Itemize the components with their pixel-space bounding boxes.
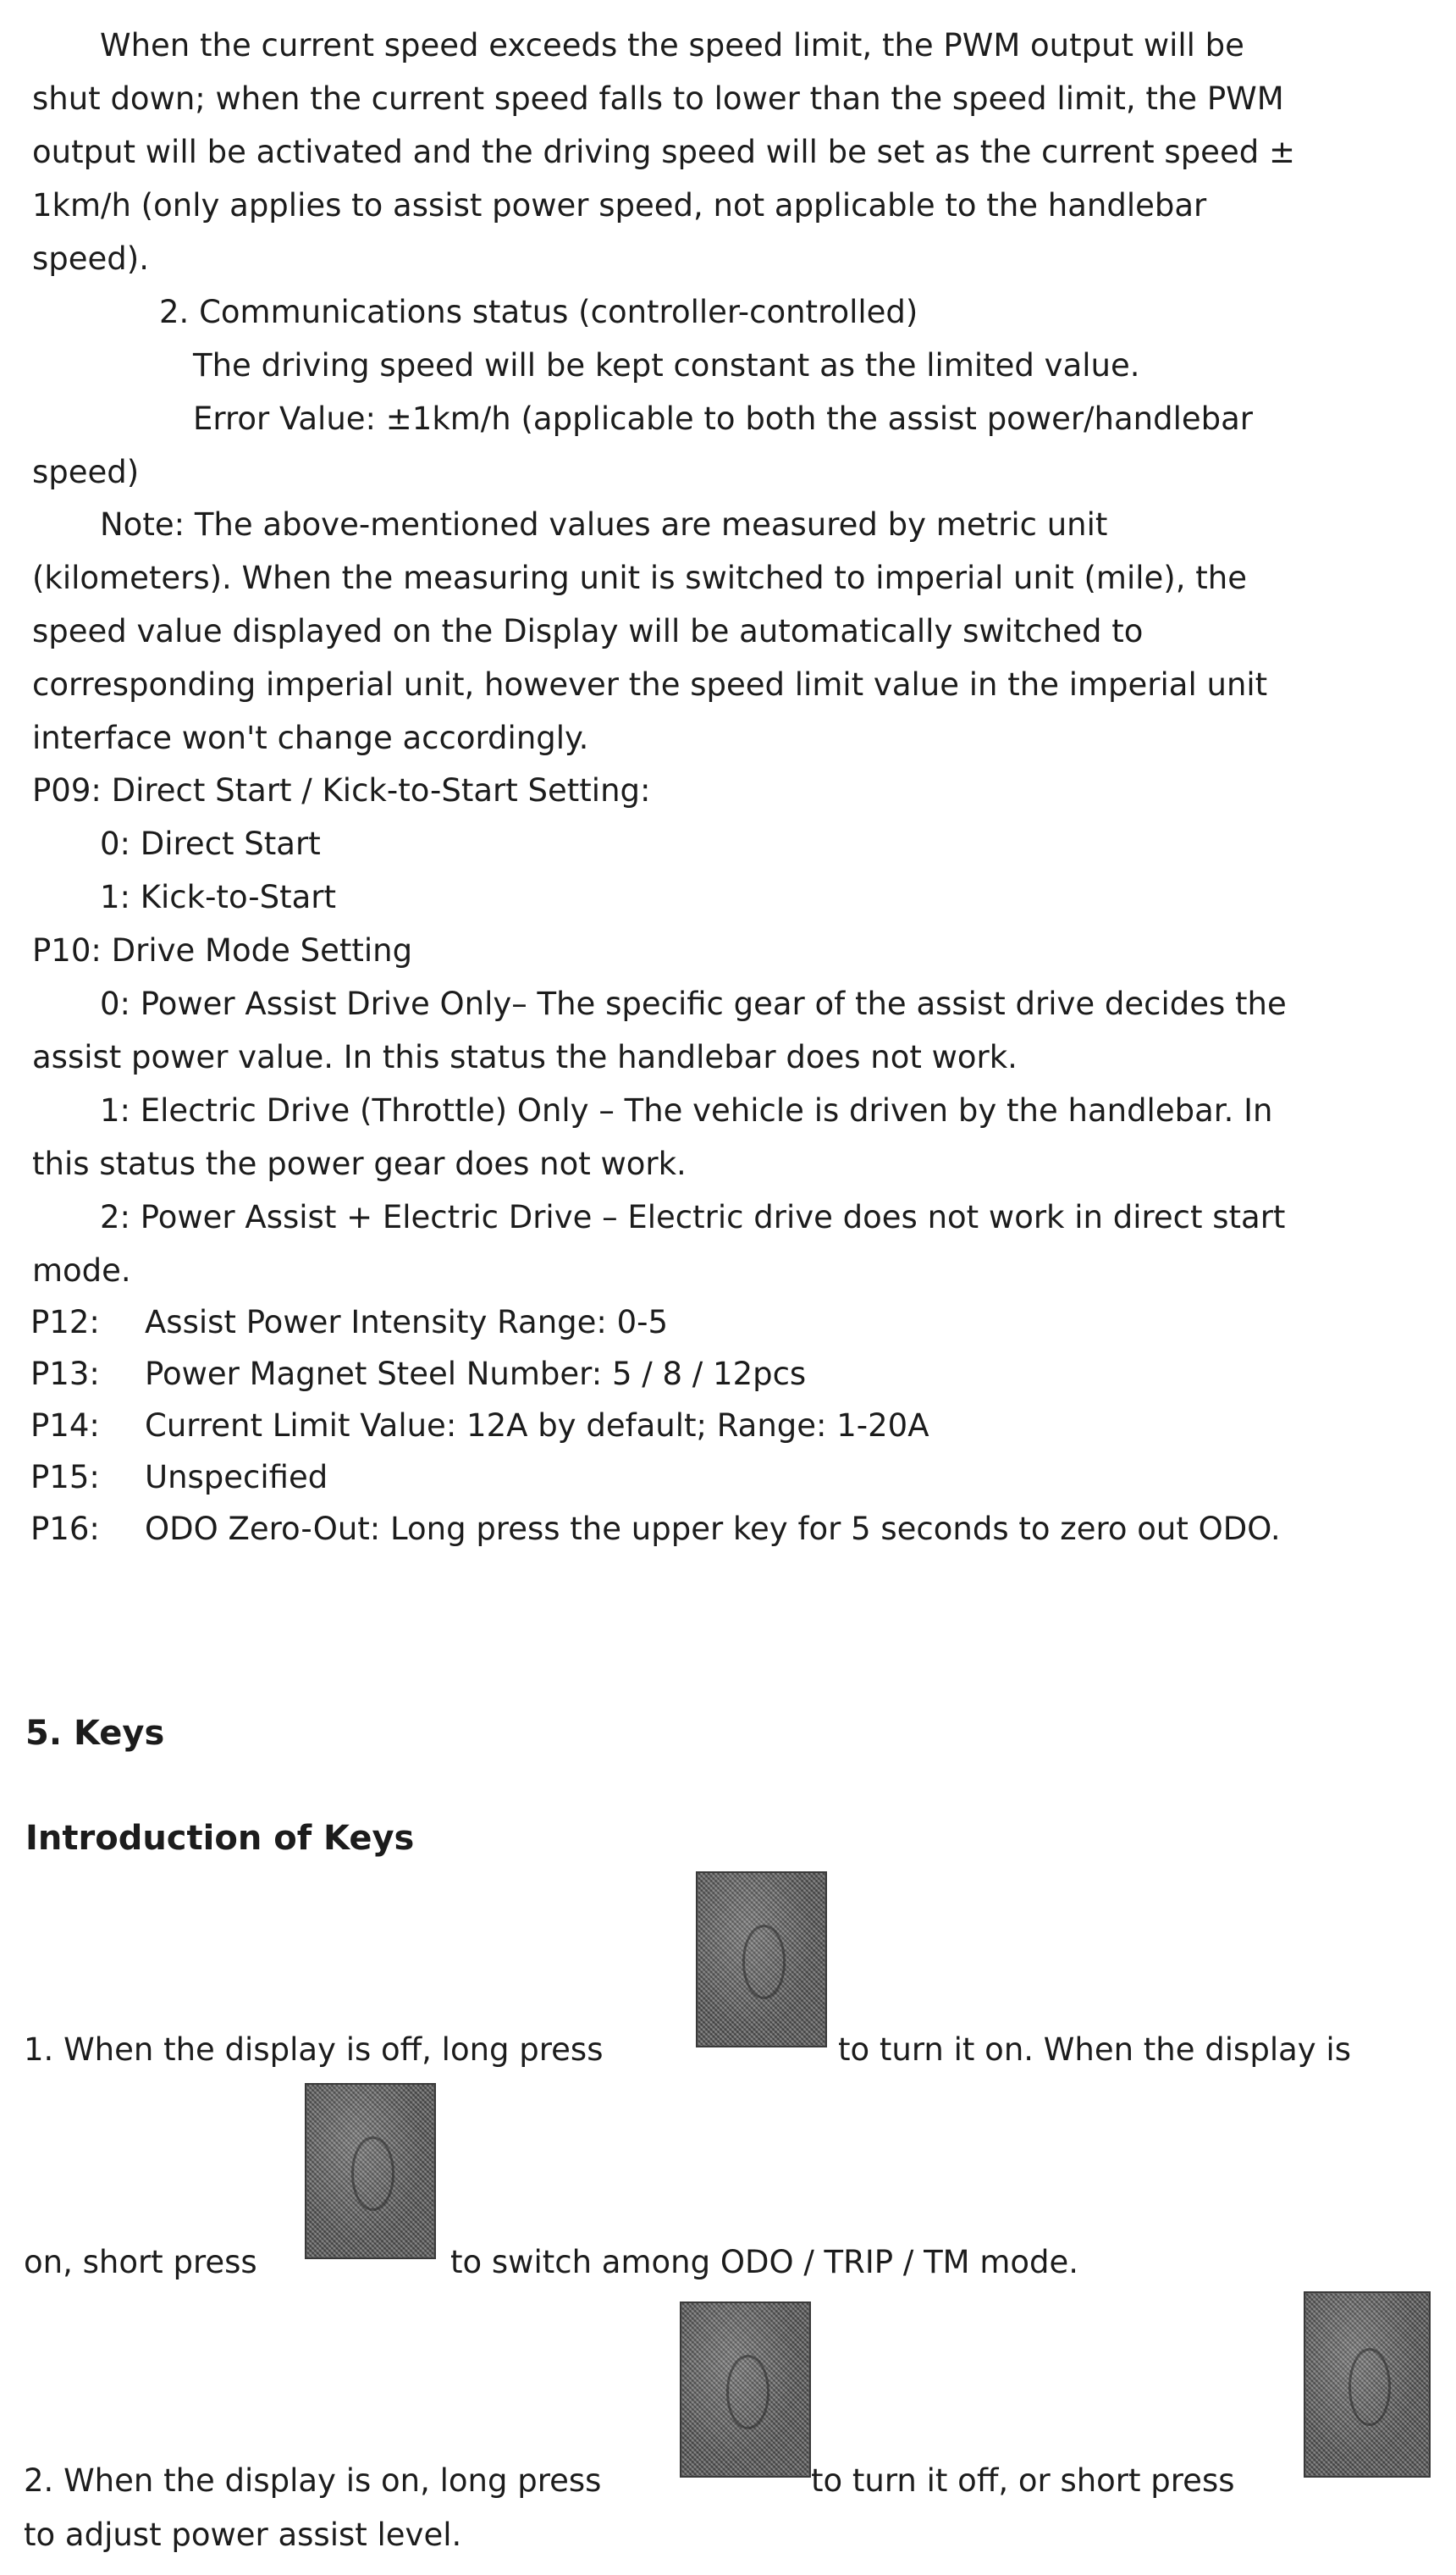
param-p14 bbox=[30, 1399, 929, 1452]
text-line: speed value displayed on the Display will be automatically switched to bbox=[32, 613, 1144, 649]
param-code: P16: bbox=[30, 1511, 100, 1547]
text-line: Note: The above-mentioned values are measured by metric unit bbox=[100, 506, 1108, 543]
text-line: mode. bbox=[32, 1252, 131, 1289]
key-item-1-text: to switch among ODO / TRIP / TM mode. bbox=[450, 2244, 1079, 2280]
text-line: interface won't change accordingly. bbox=[32, 720, 589, 756]
param-text: Current Limit Value: 12A by default; Range: 1-20A bbox=[145, 1407, 929, 1444]
communications-status bbox=[32, 285, 1439, 499]
p09-option: 0: Direct Start bbox=[100, 826, 321, 862]
param-code: P13: bbox=[30, 1356, 100, 1392]
text-line: Error Value: ±1km/h (applicable to both the assist power/handlebar bbox=[193, 401, 1254, 437]
text-line: 1km/h (only applies to assist power speed, not applicable to the handlebar bbox=[32, 187, 1207, 224]
param-text: Power Magnet Steel Number: 5 / 8 / 12pcs bbox=[145, 1356, 807, 1392]
p10-option-2: 2: Power Assist + Electric Drive – Electric drive does not work in direct start bbox=[100, 1199, 1286, 1235]
param-code: P14: bbox=[30, 1407, 100, 1444]
p10-title: P10: Drive Mode Setting bbox=[32, 932, 413, 969]
p10-setting bbox=[32, 924, 1439, 1297]
param-p15 bbox=[30, 1451, 328, 1504]
key-item-1-text: to turn it on. When the display is bbox=[838, 2031, 1351, 2068]
key-item-2-text: to turn it off, or short press bbox=[811, 2462, 1235, 2499]
text-line: When the current speed exceeds the speed limit, the PWM output will be bbox=[100, 27, 1244, 64]
communications-heading: 2. Communications status (controller-controlled) bbox=[159, 294, 918, 330]
text-line: shut down; when the current speed falls to lower than the speed limit, the PWM bbox=[32, 80, 1284, 117]
param-p16 bbox=[30, 1502, 1281, 1555]
param-text: Assist Power Intensity Range: 0-5 bbox=[145, 1304, 669, 1340]
key-item-1-text: 1. When the display is off, long press bbox=[24, 2031, 604, 2068]
p10-option-1: 1: Electric Drive (Throttle) Only – The vehicle is driven by the handlebar. In bbox=[100, 1092, 1273, 1129]
param-p13 bbox=[30, 1347, 806, 1401]
text-line: (kilometers). When the measuring unit is switched to imperial unit (mile), the bbox=[32, 560, 1247, 596]
p09-setting bbox=[32, 764, 1439, 924]
param-text: Unspecified bbox=[145, 1459, 328, 1495]
section-title: 5. Keys bbox=[25, 1714, 165, 1753]
param-text: ODO Zero-Out: Long press the upper key for 5 seconds to zero out ODO. bbox=[145, 1511, 1281, 1547]
p09-title: P09: Direct Start / Kick-to-Start Setting: bbox=[32, 772, 651, 809]
key-item-2-text: 2. When the display is on, long press bbox=[24, 2462, 602, 2499]
power-key-icon bbox=[696, 1871, 827, 2047]
intro-title: Introduction of Keys bbox=[25, 1819, 415, 1858]
note-paragraph bbox=[32, 498, 1439, 765]
text-line: corresponding imperial unit, however the speed limit value in the imperial unit bbox=[32, 666, 1268, 703]
p09-option: 1: Kick-to-Start bbox=[100, 879, 336, 915]
text-line: this status the power gear does not work. bbox=[32, 1146, 687, 1182]
power-key-icon bbox=[305, 2083, 436, 2259]
text-line: output will be activated and the driving speed will be set as the current speed ± bbox=[32, 134, 1295, 170]
param-code: P12: bbox=[30, 1304, 100, 1340]
mode-key-icon bbox=[1304, 2291, 1431, 2478]
key-item-2-text: to adjust power assist level. bbox=[24, 2517, 462, 2553]
text-line: assist power value. In this status the handlebar does not work. bbox=[32, 1039, 1018, 1075]
text-line: speed) bbox=[32, 454, 140, 490]
key-item-1-text: on, short press bbox=[24, 2244, 257, 2280]
text-line: speed). bbox=[32, 240, 149, 277]
param-code: P15: bbox=[30, 1459, 100, 1495]
power-key-icon bbox=[680, 2301, 811, 2478]
text-line: The driving speed will be kept constant as the limited value. bbox=[193, 347, 1140, 384]
speed-limit-paragraph bbox=[32, 19, 1439, 285]
p10-option-0: 0: Power Assist Drive Only– The specific gear of the assist drive decides the bbox=[100, 986, 1287, 1022]
param-p12 bbox=[30, 1296, 668, 1349]
